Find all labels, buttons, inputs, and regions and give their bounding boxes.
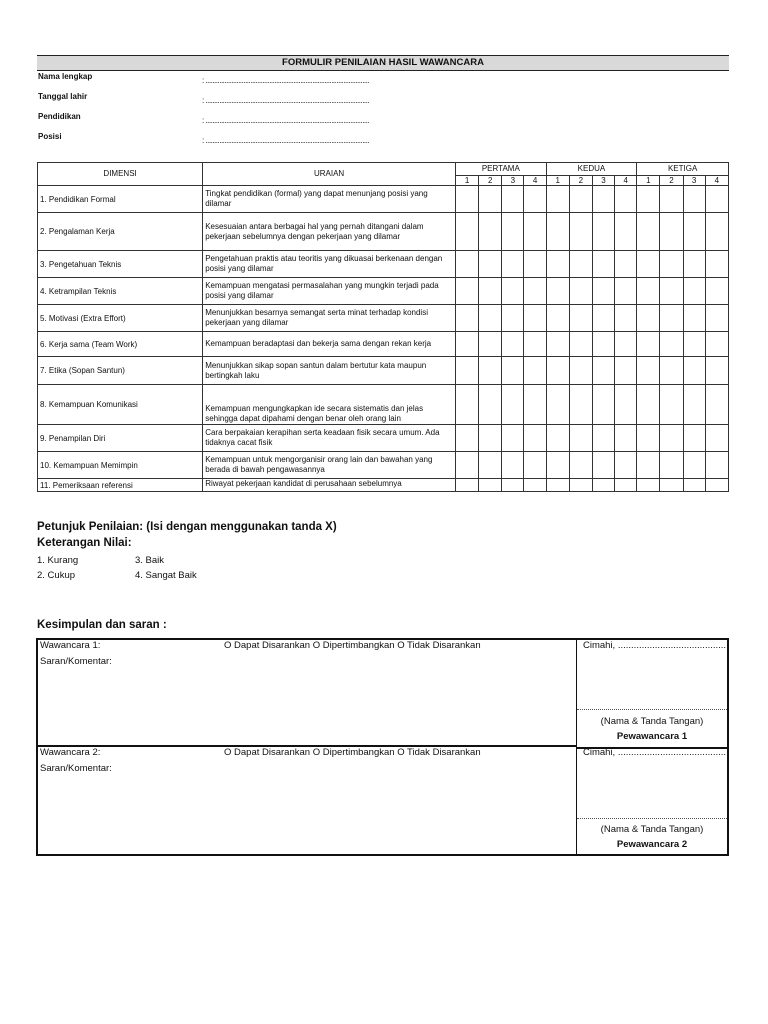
field-input-posisi[interactable]: : ............................................................................................... [202, 136, 370, 145]
conclusion-box [36, 638, 729, 856]
score-cell[interactable] [637, 332, 660, 357]
score-cell[interactable] [683, 357, 705, 385]
legend-sangat-baik: 4. Sangat Baik [135, 570, 197, 581]
score-header: 2 [660, 176, 683, 186]
table-row [38, 186, 729, 213]
dimensi-cell: 3. Pengetahuan Teknis [38, 251, 203, 278]
interviewer-2-signature [577, 747, 727, 854]
score-cell[interactable] [479, 479, 502, 492]
header-dimensi: DIMENSI [38, 163, 203, 186]
score-cell[interactable] [592, 357, 614, 385]
uraian-cell: Kesesuaian antara berbagai hal yang pernah ditangani dalam pekerjaan sebelumnya dengan pekerjaan yang dilamar [203, 213, 456, 251]
field-label-pendidikan: Pendidikan [38, 112, 81, 121]
interviewer-2-comment-label: Saran/Komentar: [40, 763, 112, 774]
dimensi-cell: 6. Kerja sama (Team Work) [38, 332, 203, 357]
dimensi-cell: 4. Ketrampilan Teknis [38, 278, 203, 305]
score-cell[interactable] [637, 278, 660, 305]
dimensi-cell: 1. Pendidikan Formal [38, 186, 203, 213]
score-header: 4 [615, 176, 637, 186]
score-cell[interactable] [524, 385, 546, 425]
form-title: FORMULIR PENILAIAN HASIL WAWANCARA [37, 55, 729, 71]
score-cell[interactable] [456, 305, 479, 332]
score-cell[interactable] [705, 305, 728, 332]
score-cell[interactable] [479, 186, 502, 213]
score-cell[interactable] [615, 452, 637, 479]
interviewer-2-label: Wawancara 2: [40, 747, 101, 758]
score-cell[interactable] [615, 278, 637, 305]
score-cell[interactable] [683, 251, 705, 278]
score-cell[interactable] [502, 479, 524, 492]
score-cell[interactable] [546, 186, 569, 213]
score-cell[interactable] [569, 357, 592, 385]
score-cell[interactable] [637, 425, 660, 452]
score-cell[interactable] [546, 251, 569, 278]
table-row [38, 357, 729, 385]
signature-hint: (Nama & Tanda Tangan) [600, 824, 704, 835]
score-header: 1 [456, 176, 479, 186]
signature-line [577, 818, 727, 819]
score-cell[interactable] [660, 425, 683, 452]
score-cell[interactable] [660, 452, 683, 479]
score-cell[interactable] [546, 357, 569, 385]
score-cell[interactable] [637, 479, 660, 492]
score-cell[interactable] [479, 251, 502, 278]
score-cell[interactable] [705, 213, 728, 251]
score-cell[interactable] [502, 452, 524, 479]
interviewer-1-section [38, 640, 577, 747]
score-cell[interactable] [502, 332, 524, 357]
legend-cukup: 2. Cukup [37, 570, 76, 581]
score-cell[interactable] [683, 385, 705, 425]
score-cell[interactable] [546, 305, 569, 332]
score-cell[interactable] [524, 479, 546, 492]
petunjuk-penilaian: Petunjuk Penilaian: (Isi dengan menggunakan tanda X) [37, 521, 337, 533]
dimensi-cell: 10. Kemampuan Memimpin [38, 452, 203, 479]
table-row [38, 251, 729, 278]
score-cell[interactable] [456, 186, 479, 213]
score-cell[interactable] [524, 213, 546, 251]
score-cell[interactable] [683, 213, 705, 251]
uraian-cell: Pengetahuan praktis atau teoritis yang dikuasai berkenaan dengan posisi yang dilamar [203, 251, 456, 278]
interviewer-1-signature [577, 640, 727, 749]
score-cell[interactable] [479, 425, 502, 452]
field-label-tanggal-lahir: Tanggal lahir [38, 92, 88, 101]
score-cell[interactable] [683, 305, 705, 332]
signature-line [577, 709, 727, 710]
score-header: 3 [502, 176, 524, 186]
score-cell[interactable] [660, 186, 683, 213]
score-cell[interactable] [479, 385, 502, 425]
score-cell[interactable] [546, 452, 569, 479]
score-cell[interactable] [592, 186, 614, 213]
uraian-cell: Menunjukkan besarnya semangat serta minat terhadap kondisi pekerjaan yang dilamar [203, 305, 456, 332]
score-cell[interactable] [569, 278, 592, 305]
score-cell[interactable] [502, 186, 524, 213]
score-cell[interactable] [592, 278, 614, 305]
score-cell[interactable] [569, 452, 592, 479]
field-input-tanggal-lahir[interactable]: : ............................................................................................... [202, 96, 370, 105]
score-cell[interactable] [502, 278, 524, 305]
interviewer-2-options[interactable]: O Dapat Disarankan O Dipertimbangkan O Tidak Disarankan [224, 747, 481, 758]
score-cell[interactable] [660, 332, 683, 357]
score-cell[interactable] [615, 479, 637, 492]
score-cell[interactable] [592, 251, 614, 278]
interviewer-1-role: Pewawancara 1 [616, 731, 688, 742]
score-cell[interactable] [592, 452, 614, 479]
score-cell[interactable] [615, 332, 637, 357]
score-cell[interactable] [615, 385, 637, 425]
score-cell[interactable] [592, 332, 614, 357]
uraian-cell: Riwayat pekerjaan kandidat di perusahaan sebelumnya [203, 479, 456, 492]
score-cell[interactable] [705, 357, 728, 385]
score-cell[interactable] [637, 186, 660, 213]
score-cell[interactable] [479, 452, 502, 479]
header-uraian: URAIAN [203, 163, 456, 186]
score-cell[interactable] [524, 278, 546, 305]
score-cell[interactable] [705, 479, 728, 492]
signature-hint: (Nama & Tanda Tangan) [600, 716, 704, 727]
score-cell[interactable] [660, 251, 683, 278]
uraian-cell: Menunjukkan sikap sopan santun dalam bertutur kata maupun bertingkah laku [203, 357, 456, 385]
dimensi-cell: 7. Etika (Sopan Santun) [38, 357, 203, 385]
score-cell[interactable] [456, 332, 479, 357]
interviewer-1-comment-label: Saran/Komentar: [40, 656, 112, 667]
interviewer-2-role: Pewawancara 2 [616, 839, 688, 850]
score-cell[interactable] [479, 278, 502, 305]
score-cell[interactable] [502, 251, 524, 278]
score-cell[interactable] [502, 425, 524, 452]
score-cell[interactable] [502, 305, 524, 332]
interviewer-2-section [38, 747, 577, 854]
score-header: 1 [637, 176, 660, 186]
score-cell[interactable] [705, 452, 728, 479]
score-cell[interactable] [456, 357, 479, 385]
score-cell[interactable] [637, 452, 660, 479]
score-cell[interactable] [615, 305, 637, 332]
score-header: 1 [546, 176, 569, 186]
score-cell[interactable] [524, 186, 546, 213]
field-input-nama[interactable]: : ............................................................................................... [202, 76, 370, 85]
score-cell[interactable] [592, 385, 614, 425]
table-row [38, 332, 729, 357]
header-group-ketiga: KETIGA [637, 163, 729, 176]
score-header: 2 [479, 176, 502, 186]
score-cell[interactable] [660, 357, 683, 385]
score-cell[interactable] [592, 213, 614, 251]
score-cell[interactable] [705, 186, 728, 213]
score-cell[interactable] [546, 479, 569, 492]
score-cell[interactable] [615, 357, 637, 385]
dimensi-cell: 8. Kemampuan Komunikasi [38, 385, 203, 425]
score-cell[interactable] [479, 332, 502, 357]
score-cell[interactable] [705, 251, 728, 278]
legend-baik: 3. Baik [135, 555, 165, 566]
score-cell[interactable] [569, 251, 592, 278]
dimensi-cell: 5. Motivasi (Extra Effort) [38, 305, 203, 332]
score-cell[interactable] [479, 213, 502, 251]
score-cell[interactable] [569, 385, 592, 425]
score-cell[interactable] [569, 425, 592, 452]
score-cell[interactable] [637, 385, 660, 425]
score-cell[interactable] [524, 452, 546, 479]
score-cell[interactable] [456, 278, 479, 305]
score-cell[interactable] [569, 213, 592, 251]
interviewer-1-options[interactable]: O Dapat Disarankan O Dipertimbangkan O Tidak Disarankan [224, 640, 481, 651]
score-cell[interactable] [546, 278, 569, 305]
score-cell[interactable] [456, 452, 479, 479]
score-cell[interactable] [524, 305, 546, 332]
score-cell[interactable] [615, 186, 637, 213]
score-cell[interactable] [637, 305, 660, 332]
uraian-cell: Kemampuan untuk mengorganisir orang lain dan bawahan yang berada di bawah pengawasannya [203, 452, 456, 479]
signature-city-date[interactable]: Cimahi, ......................................... [583, 640, 727, 651]
table-row [38, 425, 729, 452]
signature-city-date[interactable]: Cimahi, ......................................... [583, 747, 727, 758]
score-cell[interactable] [546, 385, 569, 425]
score-header: 3 [592, 176, 614, 186]
score-cell[interactable] [683, 425, 705, 452]
conclusion-heading: Kesimpulan dan saran : [37, 619, 167, 631]
score-cell[interactable] [660, 278, 683, 305]
score-cell[interactable] [524, 251, 546, 278]
score-cell[interactable] [592, 479, 614, 492]
score-cell[interactable] [660, 479, 683, 492]
score-cell[interactable] [637, 213, 660, 251]
score-cell[interactable] [660, 213, 683, 251]
assessment-body [38, 186, 729, 492]
score-cell[interactable] [683, 332, 705, 357]
score-cell[interactable] [615, 213, 637, 251]
score-cell[interactable] [683, 479, 705, 492]
score-header: 3 [683, 176, 705, 186]
dimensi-cell: 11. Pemeriksaan referensi [38, 479, 203, 492]
score-cell[interactable] [479, 357, 502, 385]
score-cell[interactable] [456, 251, 479, 278]
score-cell[interactable] [705, 425, 728, 452]
score-cell[interactable] [705, 385, 728, 425]
score-cell[interactable] [524, 425, 546, 452]
legend-kurang: 1. Kurang [37, 555, 79, 566]
dimensi-cell: 9. Penampilan Diri [38, 425, 203, 452]
uraian-cell: Kemampuan mengungkapkan ide secara sistematis dan jelas sehingga dapat dipahami dengan benar oleh orang lain [203, 385, 456, 425]
dimensi-cell: 2. Pengalaman Kerja [38, 213, 203, 251]
field-label-nama: Nama lengkap [38, 72, 93, 81]
field-input-pendidikan[interactable]: : ............................................................................................... [202, 116, 370, 125]
score-cell[interactable] [637, 251, 660, 278]
keterangan-nilai: Keterangan Nilai: [37, 537, 132, 549]
table-row [38, 385, 729, 425]
score-cell[interactable] [592, 305, 614, 332]
score-cell[interactable] [569, 186, 592, 213]
score-cell[interactable] [456, 385, 479, 425]
score-cell[interactable] [569, 479, 592, 492]
score-cell[interactable] [502, 357, 524, 385]
score-cell[interactable] [546, 332, 569, 357]
score-cell[interactable] [683, 278, 705, 305]
score-cell[interactable] [569, 305, 592, 332]
interviewer-1-label: Wawancara 1: [40, 640, 101, 651]
table-row [38, 452, 729, 479]
table-row [38, 305, 729, 332]
score-cell[interactable] [569, 332, 592, 357]
score-cell[interactable] [456, 425, 479, 452]
table-row [38, 278, 729, 305]
score-cell[interactable] [456, 479, 479, 492]
header-group-pertama: PERTAMA [456, 163, 547, 176]
header-group-kedua: KEDUA [546, 163, 637, 176]
score-cell[interactable] [660, 305, 683, 332]
score-header: 4 [705, 176, 728, 186]
score-cell[interactable] [546, 213, 569, 251]
score-cell[interactable] [660, 385, 683, 425]
score-cell[interactable] [705, 278, 728, 305]
uraian-cell: Cara berpakaian kerapihan serta keadaan fisik secara umum. Ada tidaknya cacat fisik [203, 425, 456, 452]
score-cell[interactable] [683, 452, 705, 479]
uraian-cell: Kemampuan mengatasi permasalahan yang mungkin terjadi pada posisi yang dilamar [203, 278, 456, 305]
table-row [38, 479, 729, 492]
assessment-table [37, 162, 729, 492]
score-cell[interactable] [502, 385, 524, 425]
uraian-cell: Tingkat pendidikan (formal) yang dapat menunjang posisi yang dilamar [203, 186, 456, 213]
score-cell[interactable] [615, 251, 637, 278]
table-row [38, 213, 729, 251]
score-cell[interactable] [502, 213, 524, 251]
score-cell[interactable] [615, 425, 637, 452]
score-cell[interactable] [546, 425, 569, 452]
score-cell[interactable] [637, 357, 660, 385]
score-cell[interactable] [456, 213, 479, 251]
score-cell[interactable] [705, 332, 728, 357]
score-cell[interactable] [524, 332, 546, 357]
score-cell[interactable] [524, 357, 546, 385]
score-cell[interactable] [683, 186, 705, 213]
score-header: 2 [569, 176, 592, 186]
score-header: 4 [524, 176, 546, 186]
uraian-cell: Kemampuan beradaptasi dan bekerja sama dengan rekan kerja [203, 332, 456, 357]
score-cell[interactable] [479, 305, 502, 332]
score-cell[interactable] [592, 425, 614, 452]
field-label-posisi: Posisi [38, 132, 62, 141]
